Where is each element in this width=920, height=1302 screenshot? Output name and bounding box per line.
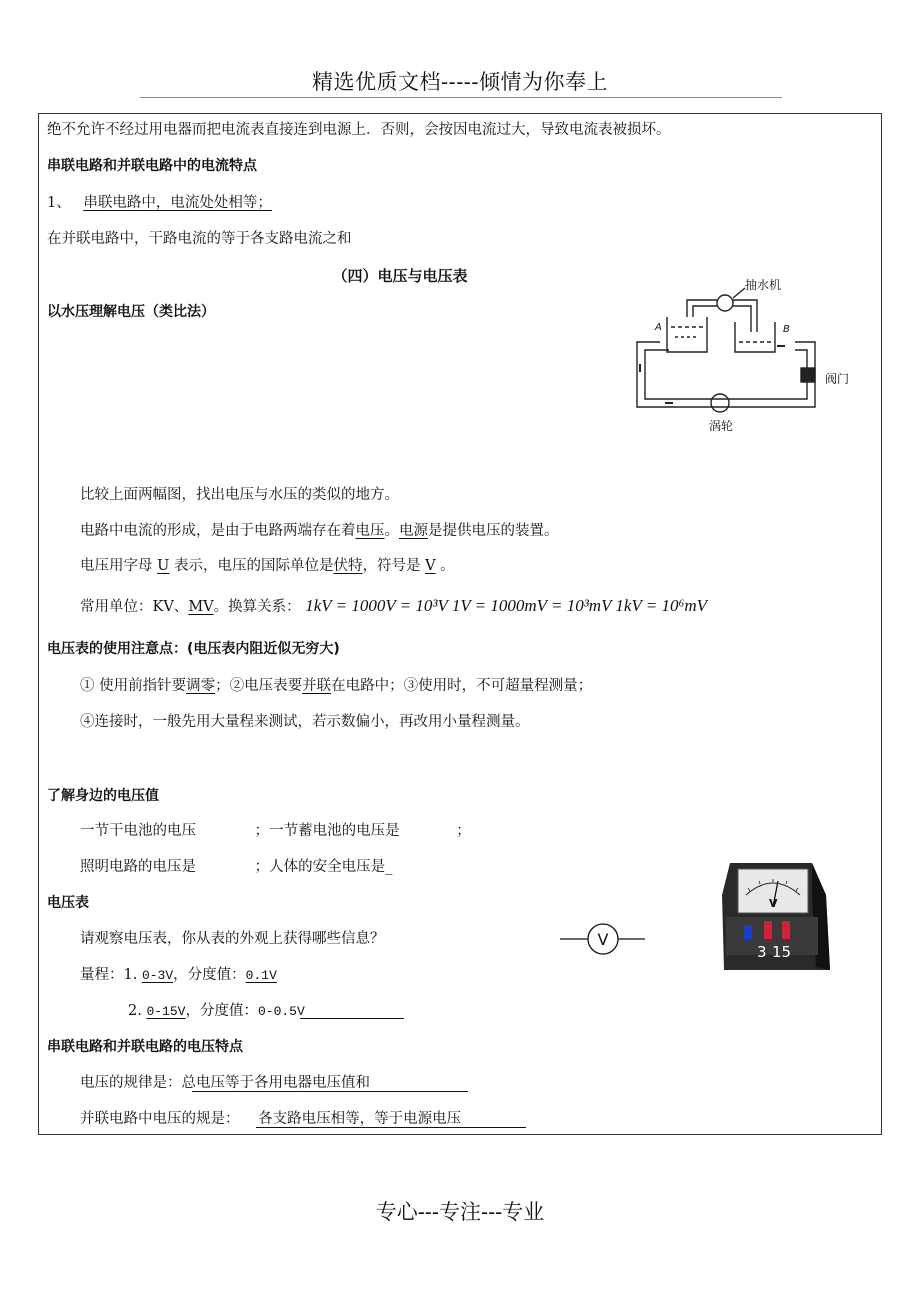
valve-label: 阀门 — [825, 372, 850, 386]
division-label-1: ，分度值： — [173, 967, 246, 983]
pump-label: 抽水机 — [745, 278, 782, 292]
voltage-unit-text-a: 电压用字母 — [80, 558, 153, 574]
usage-rules-2: ④连接时，一般先用大量程来测试，若示数偏小，再改用小量程测量。 — [80, 714, 530, 730]
voltmeter-symbol-letter: V — [597, 930, 609, 949]
safe-voltage-label: ；人体的安全电压是_ — [254, 859, 393, 875]
terminal-15-label: 15 — [772, 943, 792, 961]
answer-letter-u: U — [157, 558, 170, 574]
voltmeter-photo — [720, 855, 832, 975]
terminal-15v — [782, 921, 790, 939]
rule-series-current-text: 串联电路中，电流处处相等； — [83, 195, 272, 211]
answer-zero: 调零 — [186, 678, 216, 694]
voltage-formation-text-a: 电路中电流的形成，是由于电路两端存在着 — [80, 523, 356, 539]
range-2 — [128, 1001, 305, 1022]
terminal-3v — [764, 921, 772, 939]
header-divider — [140, 97, 782, 98]
ammeter-warning — [47, 120, 671, 140]
parallel-voltage-label: 并联电路中电压的规是： — [80, 1111, 240, 1127]
heading-series-parallel-current: 串联电路和并联电路中的电流特点 — [47, 158, 257, 174]
answer-symbol-v: V — [425, 558, 436, 574]
voltage-law-label: 电压的规律是： — [80, 1075, 182, 1091]
division-0-1v: 0.1V — [245, 968, 277, 983]
observe-voltmeter: 请观察电压表，你从表的外观上获得哪些信息？ — [80, 931, 385, 947]
voltmeter-photo-letter: V — [769, 897, 778, 910]
unit-conversion-text-a: 常用单位：KV、 — [80, 599, 189, 615]
section-title: （四）电压与电压表 — [332, 267, 468, 285]
voltmeter-symbol — [560, 922, 646, 956]
voltage-unit-text-g: 。 — [440, 558, 455, 574]
page-footer: 专心---专注---专业 — [375, 1200, 545, 1224]
usage-rules-text-e: 在电路中；③使用时，不可超量程测量； — [331, 678, 593, 694]
storage-battery-label: ；一节蓄电池的电压是 — [254, 823, 400, 839]
unit-conversion — [80, 596, 707, 617]
usage-rules-text-a: ① 使用前指针要 — [80, 678, 187, 694]
header-title: 精选优质文档-----倾情为你奉上 — [312, 70, 608, 94]
water-pressure-diagram — [625, 272, 865, 437]
unit-conversion-text-c: 。换算关系： — [213, 599, 301, 615]
conversion-formula: 1kV = 1000V = 10³V 1V = 1000mV = 10³mV 1kV = 10⁶mV — [305, 596, 708, 615]
range-1 — [80, 965, 277, 986]
unit-mv: MV — [188, 599, 214, 615]
heading-voltmeter-usage: 电压表的使用注意点：(电压表内阻近似无穷大) — [47, 641, 340, 657]
range-0-3v: 0-3V — [141, 968, 174, 983]
heading-voltmeter: 电压表 — [47, 895, 89, 911]
answer-voltage: 电压 — [355, 523, 385, 539]
ammeter-warning-text: 绝不允许不经过用电器而把电流表直接连到电源上．否则，会按因电流过大，导致电流表被损坏。 — [47, 122, 671, 138]
voltage-law-underline — [192, 1091, 468, 1092]
lighting-circuit-label: 照明电路的电压是 — [80, 859, 196, 875]
tank-a-label: A — [655, 322, 662, 333]
voltage-law — [80, 1073, 370, 1093]
heading-common-voltages: 了解身边的电压值 — [47, 788, 159, 804]
answer-parallel: 并联 — [302, 678, 332, 694]
voltage-values-1 — [80, 821, 471, 841]
division-label-2: ，分度值： — [185, 1003, 258, 1019]
dry-cell-label: 一节干电池的电压 — [80, 823, 196, 839]
answer-volt: 伏特 — [333, 558, 363, 574]
parallel-voltage-underline — [256, 1127, 526, 1128]
range-2-number: 2. — [128, 1003, 142, 1019]
negative-terminal — [744, 925, 752, 939]
turbine-label: 涡轮 — [709, 419, 734, 433]
parallel-voltage-answer: 各支路电压相等，等于电源电压 — [258, 1111, 462, 1127]
terminal-3-label: 3 — [757, 943, 767, 961]
heading-series-parallel-voltage: 串联电路和并联电路的电压特点 — [47, 1039, 243, 1055]
range-label: 量程：1. — [80, 967, 138, 983]
voltage-unit — [80, 556, 455, 576]
voltage-formation-text-c: 。 — [384, 523, 399, 539]
tank-b-label: B — [783, 324, 790, 335]
voltage-unit-text-c: 表示，电压的国际单位是 — [173, 558, 334, 574]
range-0-15v: 0-15V — [146, 1004, 186, 1019]
voltage-formation-text-e: 是提供电压的装置。 — [428, 523, 559, 539]
rule-number: 1、 — [47, 195, 71, 211]
rule-parallel-current: 在并联电路中，干路电流的等于各支路电流之和 — [47, 231, 352, 247]
usage-rules-text-c: ；②电压表要 — [215, 678, 303, 694]
division-underline — [300, 1018, 404, 1019]
parallel-voltage-rule — [80, 1109, 461, 1129]
voltage-values-2 — [80, 857, 392, 877]
division-0-0-5v: 0-0.5V — [257, 1004, 305, 1019]
answer-power-source: 电源 — [399, 523, 428, 539]
voltage-formation — [80, 521, 559, 541]
usage-rules-1 — [80, 676, 592, 696]
compare-instruction: 比较上面两幅图，找出电压与水压的类似的地方。 — [80, 487, 399, 503]
voltage-law-answer: 总电压等于各用电器电压值和 — [181, 1075, 370, 1091]
voltage-unit-text-e: ，符号是 — [362, 558, 421, 574]
voltage-values-end: ； — [456, 823, 471, 839]
heading-water-analogy: 以水压理解电压（类比法） — [47, 304, 215, 320]
rule-series-current — [47, 193, 272, 213]
